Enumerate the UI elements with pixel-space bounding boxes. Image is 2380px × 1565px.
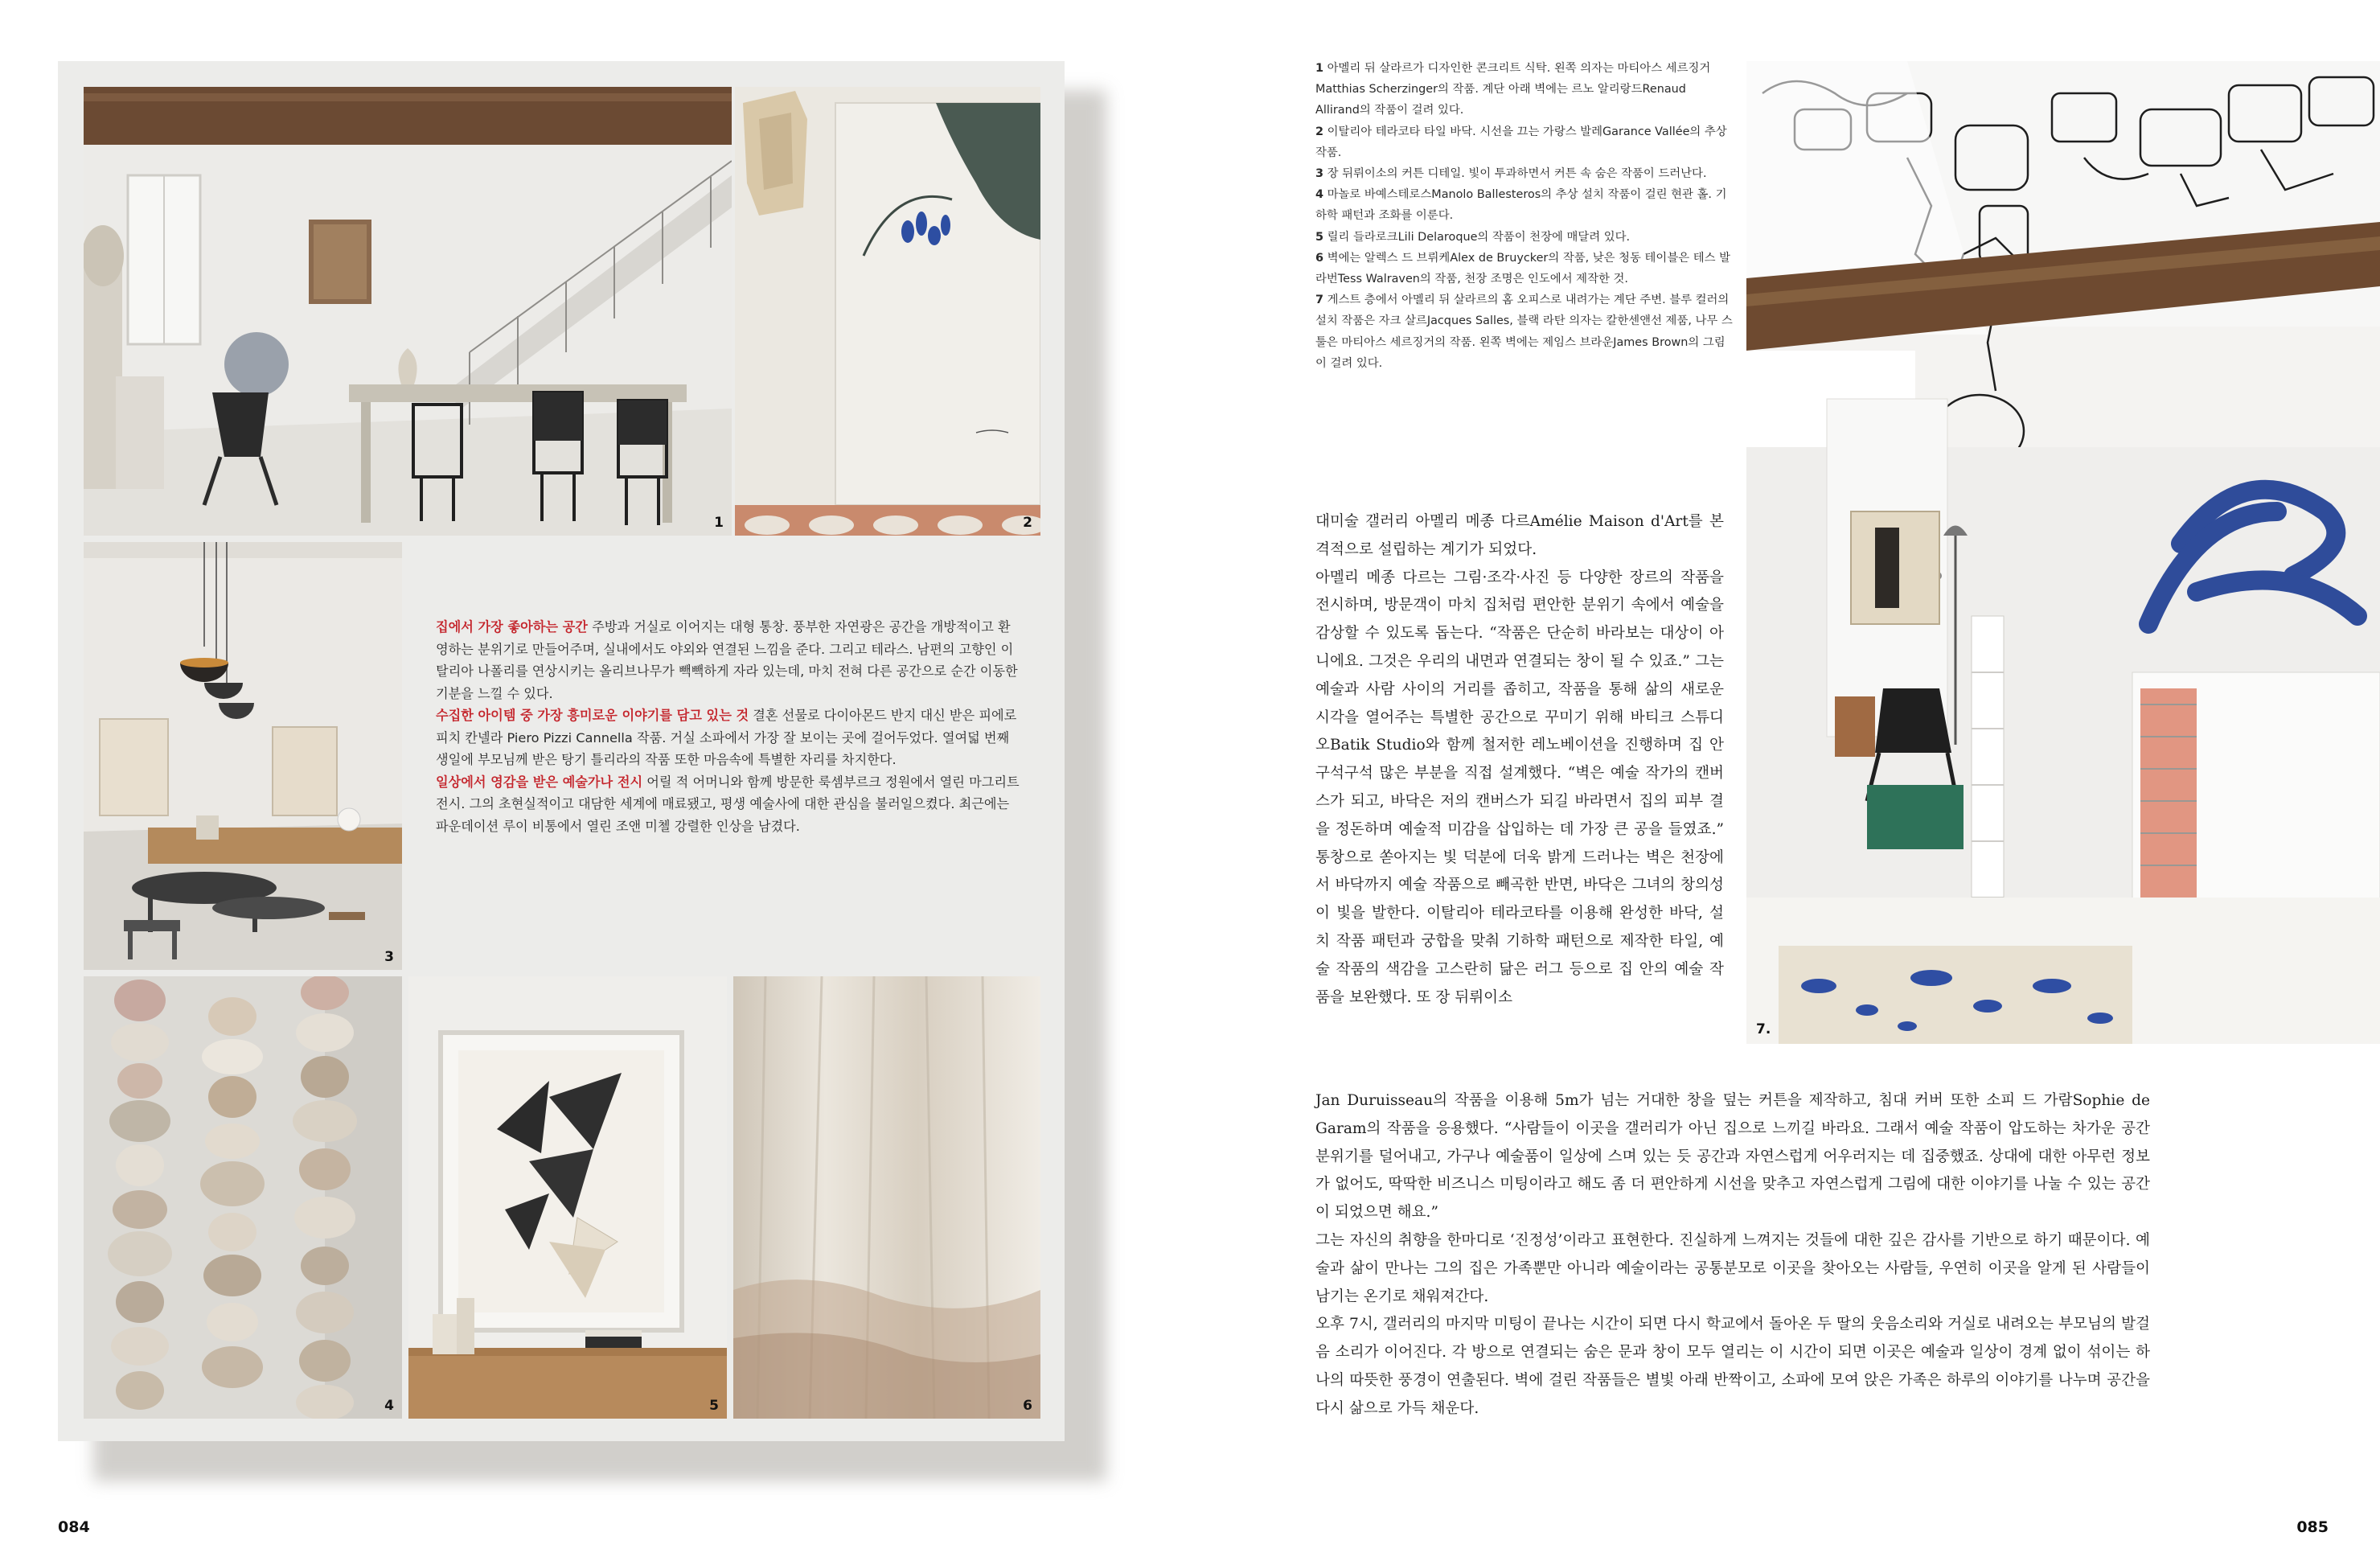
para-text: 어릴 적 어머니와 함께 방문한 룩셈부르크 정원에서 열린 마그리트 전시. 그의 초현실적이고 대담한 세계에 매료됐고, 평생 예술사에 대한 관심을 불러일으켰다. 최근에는 파운데이션 루이 비통에서 열린 조앤 미첼 강렬한 인상을 남겼다. (436, 774, 1020, 834)
photo-geometric-artwork (408, 976, 727, 1419)
para-text: 결혼 선물로 다이아몬드 반지 대신 받은 피에로 피치 칸넬라 Piero Pizzi Cannella 작품. 거실 소파에서 가장 잘 보이는 곳에 걸어두었다. 열여덟 번째 생일에 부모님께 받은 탕기 틀리라의 작품 또한 마음속에 특별한 자리를 차지한다. (436, 708, 1017, 767)
caption-6 (1315, 248, 1734, 290)
caption-number: 7 (1315, 294, 1324, 307)
geometric-artwork-illustration (408, 976, 727, 1419)
stone-sculptures-illustration (84, 976, 402, 1419)
caption-number: 6 (1315, 251, 1324, 265)
photo-abstract-painting (735, 87, 1040, 536)
caption-text: 장 뒤뤼이소의 커튼 디테일. 빛이 투과하면서 커튼 속 숨은 작품이 드러난다. (1323, 167, 1707, 181)
photo-living-room (84, 542, 402, 970)
left-text-para-1 (436, 616, 1023, 704)
photo-number: 4 (384, 1398, 394, 1414)
photo-curtain-detail (733, 976, 1040, 1419)
caption-number: 4 (1315, 188, 1324, 202)
caption-1 (1315, 58, 1734, 121)
photo-number: 1 (714, 515, 724, 531)
article-paragraph: 그는 자신의 취향을 한마디로 ‘진정성’이라고 표현한다. 진실하게 느껴지는 것들에 대한 깊은 감사를 기반으로 하기 때문이다. 예술과 삶이 만나는 그의 집은 가족뿐만 아니라 예술이라는 공통분모로 이곳을 찾아오는 사람들, 우연히 이곳을 알게 된 사람들이 남기는 온기로 채워져간다. (1315, 1231, 2150, 1305)
highlight-heading: 일상에서 영감을 받은 예술가나 전시 (436, 774, 643, 790)
article-paragraph: 오후 7시, 갤러리의 마지막 미팅이 끝나는 시간이 되면 다시 학교에서 돌아온 두 딸의 웃음소리와 거실로 내려오는 부모님의 발걸음 소리가 이어진다. 각 방으로 연결되는 숨은 문과 창이 모두 열리는 이 시간이 되면 이곳은 예술과 일상이 경계 없이 섞이는 하나의 따뜻한 풍경이 연출된다. 벽에 걸린 작품들은 별빛 아래 반짝이고, 소파에 모여 앉은 가족은 하루의 이야기를 나누며 공간을 다시 삶으로 가득 채운다. (1315, 1316, 2150, 1417)
article-paragraph: 아멜리 메종 다르는 그림·조각·사진 등 다양한 장르의 작품을 전시하며, 방문객이 마치 집처럼 편안한 분위기 속에서 예술을 감상할 수 있도록 돕는다. “작품은 단순히 바라보는 대상이 아니에요. 그것은 우리의 내면과 연결되는 창이 될 수 있죠.” 그는 예술과 사람 사이의 거리를 좁히고, 작품을 통해 삶의 새로운 시각을 열어주는 특별한 공간으로 꾸미기 위해 바티크 스튜디오Batik Studio와 함께 철저한 레노베이션을 진행하며 집 안 구석구석 많은 부분을 직접 설계했다. “벽은 예술 작가의 캔버스가 되고, 바닥은 저의 캔버스가 되길 바라면서 집의 피부 결을 정돈하며 예술적 미감을 삽입하는 데 가장 큰 공을 들였죠.” 통창으로 쏟아지는 빛 덕분에 더욱 밝게 드러나는 벽은 천장에서 바닥까지 예술 작품으로 빼곡한 반면, 바닥은 그녀의 창의성이 빛을 발한다. 이탈리아 테라코타를 이용해 완성한 바닥, 설치 작품 패턴과 궁합을 맞춰 기하학 패턴으로 제작한 타일, 예술 작품의 색감을 고스란히 닮은 러그 등으로 집 안의 예술 작품을 보완했다. 또 장 뒤뤼이소 (1315, 569, 1724, 1006)
photo-number: 3 (384, 949, 394, 965)
article-body-narrow (1315, 508, 1724, 1012)
left-page-panel (58, 61, 1065, 1441)
photo-number: 5 (709, 1398, 719, 1414)
photo-captions (1315, 58, 1734, 374)
photo-dining-room (84, 87, 732, 536)
caption-text: 마놀로 바예스테로스Manolo Ballesteros의 추상 설치 작품이 걸린 현관 홀. 기하학 패턴과 조화를 이룬다. (1315, 188, 1727, 223)
caption-text: 아멜리 뒤 살라르가 디자인한 콘크리트 식탁. 왼쪽 의자는 마티아스 세르징거Matthias Scherzinger의 작품. 계단 아래 벽에는 르노 알리랑드Renaud Allirand의 작품이 걸려 있다. (1315, 62, 1711, 117)
living-room-illustration (84, 542, 402, 970)
dining-room-illustration (84, 87, 732, 536)
article-paragraph: 대미술 갤러리 아멜리 메종 다르Amélie Maison d'Art를 본격적으로 설립하는 계기가 되었다. (1315, 513, 1724, 558)
stairwell-illustration (1746, 61, 2380, 1044)
caption-7 (1315, 290, 1734, 374)
abstract-painting-illustration (735, 87, 1040, 536)
photo-stone-sculptures (84, 976, 402, 1419)
caption-text: 게스트 층에서 아멜리 뒤 살라르의 홈 오피스로 내려가는 계단 주변. 블루 컬러의 설치 작품은 자크 살르Jacques Salles, 블랙 라탄 의자는 칼한센앤선 제품, 나무 스툴은 마티아스 세르징거의 작품. 왼쪽 벽에는 제임스 브라운James Brown의 그림이 걸려 있다. (1315, 294, 1733, 370)
caption-text: 벽에는 알렉스 드 브뤼케Alex de Bruycker의 작품, 낮은 청동 테이블은 테스 발라번Tess Walraven의 작품, 천장 조명은 인도에서 제작한 것. (1315, 251, 1730, 286)
left-text-para-2 (436, 704, 1023, 771)
caption-number: 5 (1315, 230, 1324, 244)
left-text-para-3 (436, 771, 1023, 838)
caption-5 (1315, 227, 1734, 248)
left-page-text (436, 616, 1023, 837)
highlight-heading: 수집한 아이템 중 가장 흥미로운 이야기를 담고 있는 것 (436, 708, 749, 723)
photo-number: 6 (1023, 1398, 1032, 1414)
caption-4 (1315, 184, 1734, 226)
article-paragraph: Jan Duruisseau의 작품을 이용해 5m가 넘는 거대한 창을 덮는 커튼을 제작하고, 침대 커버 또한 소피 드 가람Sophie de Garam의 작품을 응용했다. “사람들이 이곳을 갤러리가 아닌 집으로 느끼길 바라요. 그래서 예술 작품이 압도하는 차가운 공간 분위기를 덜어내고, 가구나 예술품이 일상에 스며 있는 듯 공간과 자연스럽게 어우러지는 데 집중했죠. 상대에 대한 아무런 정보가 없어도, 딱딱한 비즈니스 미팅이라고 해도 좀 더 편안하게 시선을 맞추고 자연스럽게 그림에 대한 이야기를 나눌 수 있는 공간이 되었으면 해요.” (1315, 1092, 2150, 1222)
caption-number: 3 (1315, 167, 1324, 181)
page-number-left: 084 (58, 1518, 90, 1536)
caption-text: 이탈리아 테라코타 타일 바닥. 시선을 끄는 가랑스 발레Garance Vallée의 추상 작품. (1315, 125, 1727, 159)
caption-number: 1 (1315, 62, 1324, 75)
photo-number: 7. (1756, 1021, 1771, 1037)
caption-2 (1315, 121, 1734, 163)
article-body-wide (1315, 1087, 2150, 1423)
highlight-heading: 집에서 가장 좋아하는 공간 (436, 619, 588, 635)
caption-text: 릴리 들라로크Lili Delaroque의 작품이 천장에 매달려 있다. (1323, 230, 1631, 244)
photo-stairwell (1746, 61, 2380, 1044)
curtain-illustration (733, 976, 1040, 1419)
page-number-right: 085 (2296, 1518, 2329, 1536)
caption-3 (1315, 163, 1734, 184)
para-text: 주방과 거실로 이어지는 대형 통창. 풍부한 자연광은 공간을 개방적이고 환영하는 분위기로 만들어주며, 실내에서도 야외와 연결된 느낌을 준다. 그리고 테라스. 남편의 고향인 이탈리아 나폴리를 연상시키는 올리브나무가 빽빽하게 자라 있는데, 마치 전혀 다른 공간으로 순간 이동한 기분을 느낄 수 있다. (436, 619, 1018, 701)
caption-number: 2 (1315, 125, 1324, 138)
photo-number: 2 (1023, 515, 1032, 531)
